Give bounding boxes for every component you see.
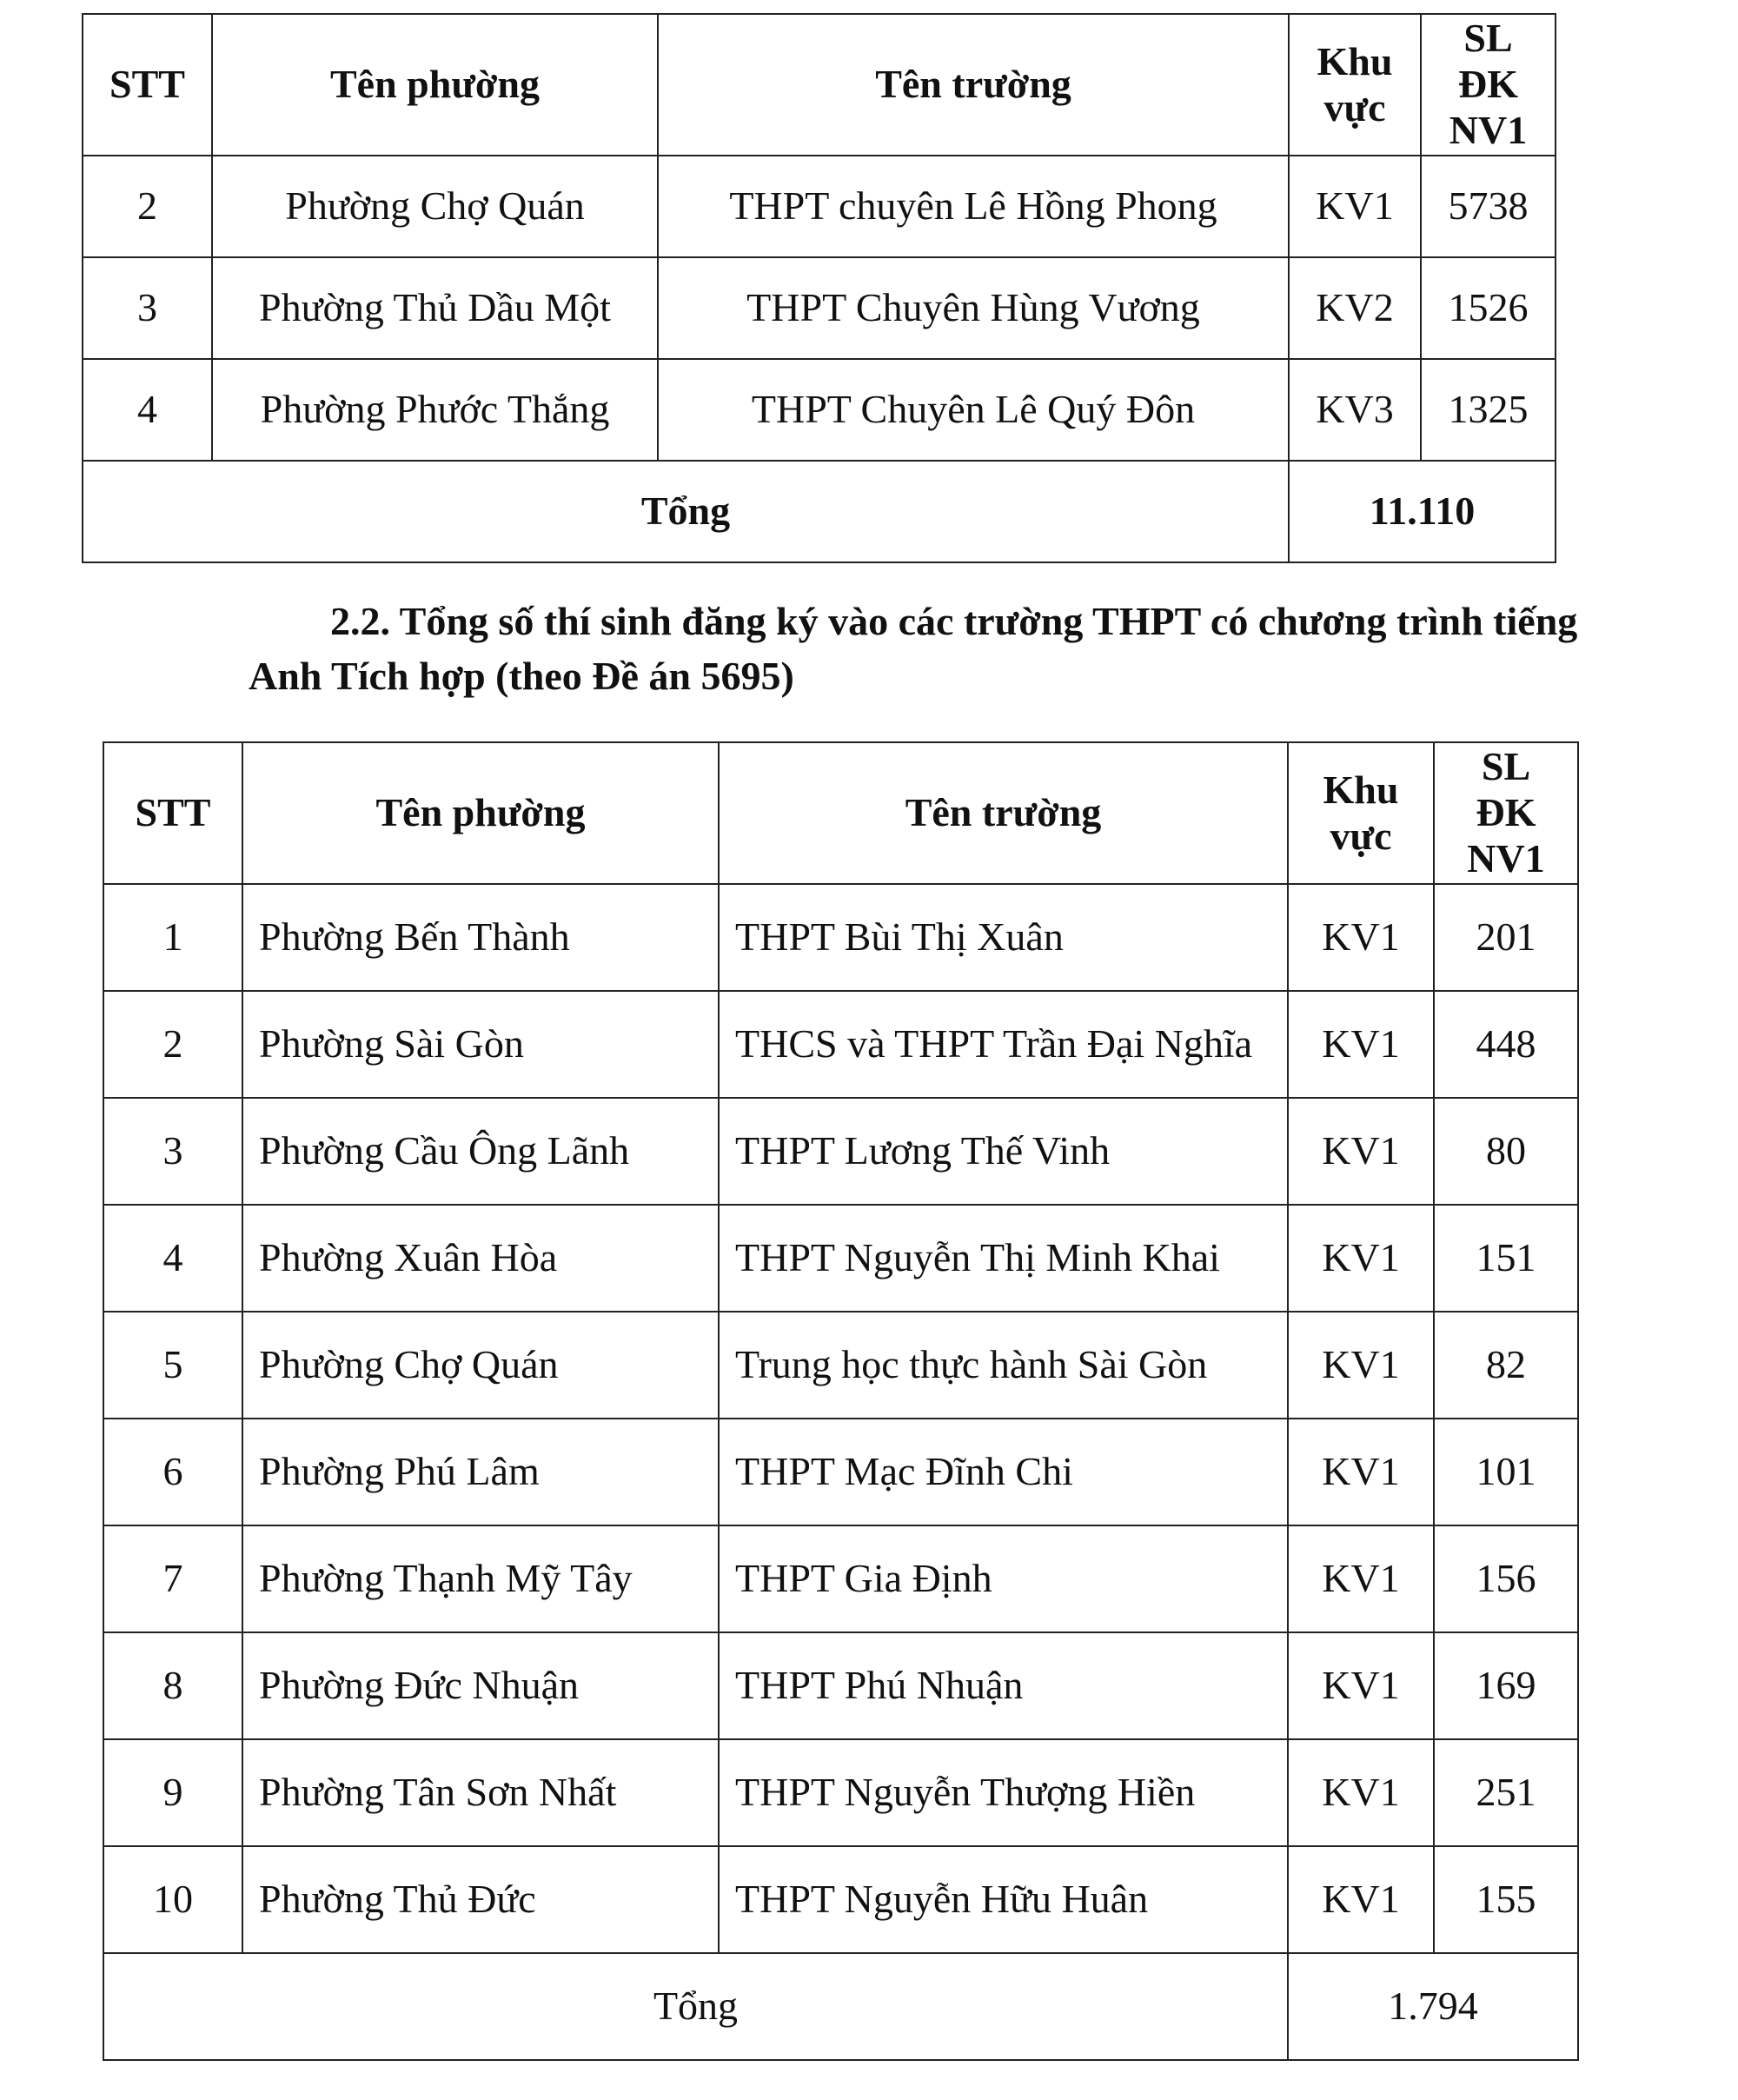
cell-ward: Phường Tân Sơn Nhất [242, 1739, 719, 1846]
cell-area: KV1 [1288, 1419, 1434, 1525]
table-row [103, 1205, 1578, 1312]
cell-area: KV1 [1289, 156, 1421, 257]
total-value: 1.794 [1288, 1953, 1578, 2060]
table-header-row [103, 742, 1578, 884]
cell-count: 201 [1434, 884, 1578, 991]
cell-count: 1325 [1421, 359, 1556, 461]
cell-school: THPT Nguyễn Hữu Huân [719, 1846, 1288, 1953]
cell-stt: 8 [103, 1632, 242, 1739]
cell-ward: Phường Thủ Đức [242, 1846, 719, 1953]
cell-ward: Phường Đức Nhuận [242, 1632, 719, 1739]
cell-school: THPT Bùi Thị Xuân [719, 884, 1288, 991]
cell-count: 82 [1434, 1312, 1578, 1419]
header-ward: Tên phường [212, 14, 658, 156]
integrated-english-schools-table [103, 741, 1579, 2061]
header-area [1288, 742, 1434, 884]
cell-school: Trung học thực hành Sài Gòn [719, 1312, 1288, 1419]
cell-stt: 4 [103, 1205, 242, 1312]
cell-area: KV3 [1289, 359, 1421, 461]
header-count-line-3: NV1 [1467, 835, 1545, 881]
cell-stt: 2 [103, 991, 242, 1098]
header-count-line-1: SL [1481, 744, 1531, 789]
total-value: 11.110 [1289, 461, 1556, 562]
cell-stt: 10 [103, 1846, 242, 1953]
cell-school: THPT Chuyên Lê Quý Đôn [658, 359, 1289, 461]
header-stt: STT [103, 742, 242, 884]
cell-school: THPT Gia Định [719, 1525, 1288, 1632]
cell-ward: Phường Bến Thành [242, 884, 719, 991]
cell-ward: Phường Phước Thắng [212, 359, 658, 461]
cell-school: THPT Nguyễn Thị Minh Khai [719, 1205, 1288, 1312]
table-row [103, 1098, 1578, 1205]
cell-area: KV1 [1288, 884, 1434, 991]
header-area [1289, 14, 1421, 156]
cell-ward: Phường Sài Gòn [242, 991, 719, 1098]
table-row [103, 1312, 1578, 1419]
cell-area: KV2 [1289, 257, 1421, 359]
header-count-line-3: NV1 [1449, 107, 1528, 152]
cell-count: 1526 [1421, 257, 1556, 359]
header-area-line-1: Khu [1323, 767, 1399, 812]
cell-school: THPT chuyên Lê Hồng Phong [658, 156, 1289, 257]
header-count [1421, 14, 1556, 156]
cell-count: 5738 [1421, 156, 1556, 257]
cell-stt: 5 [103, 1312, 242, 1419]
table-row [103, 1846, 1578, 1953]
cell-ward: Phường Xuân Hòa [242, 1205, 719, 1312]
cell-school: THPT Chuyên Hùng Vương [658, 257, 1289, 359]
table-row [83, 257, 1556, 359]
cell-area: KV1 [1288, 1098, 1434, 1205]
table-row [103, 1525, 1578, 1632]
cell-ward: Phường Thủ Dầu Một [212, 257, 658, 359]
cell-count: 169 [1434, 1632, 1578, 1739]
table-row [103, 1632, 1578, 1739]
header-count-line-2: ĐK [1458, 62, 1518, 107]
cell-stt: 1 [103, 884, 242, 991]
cell-stt: 7 [103, 1525, 242, 1632]
cell-count: 448 [1434, 991, 1578, 1098]
cell-stt: 3 [83, 257, 212, 359]
cell-stt: 9 [103, 1739, 242, 1846]
cell-count: 151 [1434, 1205, 1578, 1312]
table-row [83, 156, 1556, 257]
total-label: Tổng [103, 1953, 1288, 2060]
cell-ward: Phường Thạnh Mỹ Tây [242, 1525, 719, 1632]
cell-ward: Phường Chợ Quán [212, 156, 658, 257]
cell-stt: 6 [103, 1419, 242, 1525]
table-row [103, 1739, 1578, 1846]
header-stt: STT [83, 14, 212, 156]
header-ward: Tên phường [242, 742, 719, 884]
section-heading: 2.2. Tổng số thí sinh đăng ký vào các trường THPT có chương trình tiếng Anh Tích hợp (theo Đề án 5695) [249, 599, 1578, 698]
total-label: Tổng [83, 461, 1289, 562]
cell-count: 251 [1434, 1739, 1578, 1846]
table-row [103, 1419, 1578, 1525]
table-row [103, 991, 1578, 1098]
table-row [83, 359, 1556, 461]
table-row [103, 884, 1578, 991]
cell-area: KV1 [1288, 1632, 1434, 1739]
cell-area: KV1 [1288, 1525, 1434, 1632]
header-school: Tên trường [658, 14, 1289, 156]
cell-ward: Phường Chợ Quán [242, 1312, 719, 1419]
header-area-line-2: vực [1323, 84, 1386, 130]
cell-count: 155 [1434, 1846, 1578, 1953]
header-count-line-2: ĐK [1476, 790, 1536, 835]
specialized-schools-table [82, 13, 1556, 563]
cell-school: THCS và THPT Trần Đại Nghĩa [719, 991, 1288, 1098]
cell-school: THPT Nguyễn Thượng Hiền [719, 1739, 1288, 1846]
cell-area: KV1 [1288, 1312, 1434, 1419]
table-header-row [83, 14, 1556, 156]
cell-stt: 4 [83, 359, 212, 461]
cell-area: KV1 [1288, 1846, 1434, 1953]
cell-ward: Phường Phú Lâm [242, 1419, 719, 1525]
cell-school: THPT Mạc Đĩnh Chi [719, 1419, 1288, 1525]
cell-school: THPT Phú Nhuận [719, 1632, 1288, 1739]
cell-count: 156 [1434, 1525, 1578, 1632]
header-count [1434, 742, 1578, 884]
header-area-line-2: vực [1330, 813, 1392, 858]
cell-count: 80 [1434, 1098, 1578, 1205]
cell-stt: 2 [83, 156, 212, 257]
total-row [103, 1953, 1578, 2060]
cell-area: KV1 [1288, 1739, 1434, 1846]
cell-ward: Phường Cầu Ông Lãnh [242, 1098, 719, 1205]
cell-count: 101 [1434, 1419, 1578, 1525]
total-row [83, 461, 1556, 562]
header-area-line-1: Khu [1317, 38, 1393, 83]
cell-area: KV1 [1288, 1205, 1434, 1312]
cell-area: KV1 [1288, 991, 1434, 1098]
cell-school: THPT Lương Thế Vinh [719, 1098, 1288, 1205]
header-count-line-1: SL [1463, 16, 1513, 61]
header-school: Tên trường [719, 742, 1288, 884]
cell-stt: 3 [103, 1098, 242, 1205]
